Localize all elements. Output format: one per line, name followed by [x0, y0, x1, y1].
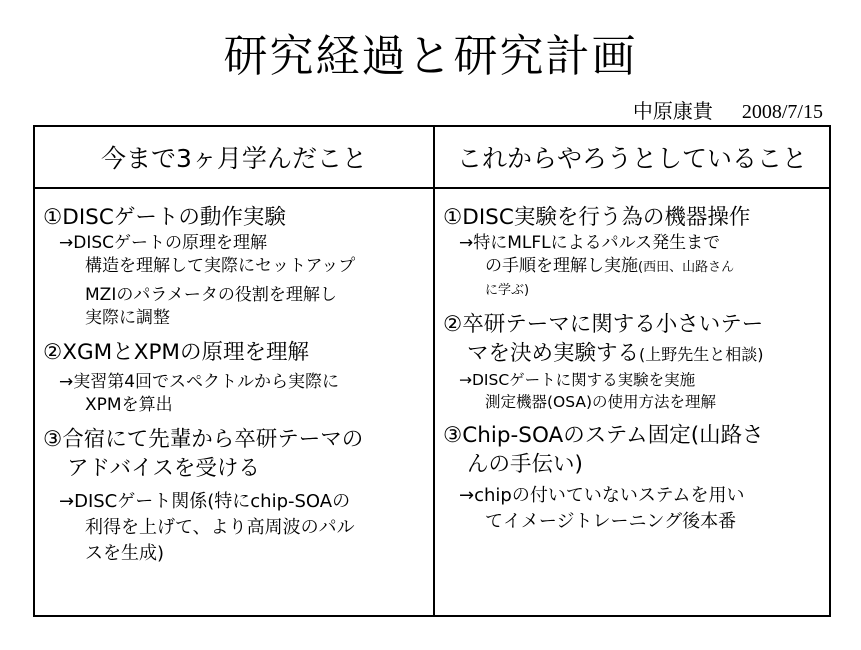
heading-line: アドバイスを受ける: [67, 456, 260, 481]
section-heading: [443, 310, 827, 369]
right-section-3: [443, 421, 827, 535]
section-body: [443, 369, 827, 413]
body-note: に学ぶ): [485, 283, 530, 298]
body-line: スを生成): [85, 543, 165, 564]
heading-line: ③合宿にて先輩から卒研テーマの: [43, 427, 364, 452]
author-date: [633, 95, 823, 124]
slide-title: 研究経過と研究計画: [223, 31, 638, 82]
body-line: 実際に調整: [85, 308, 170, 328]
body-line: てイメージトレーニング後本番: [485, 511, 737, 532]
body-line: →DISCゲートに関する実験を実施: [459, 371, 696, 389]
body-line: →実習第4回でスペクトルから実際に: [59, 372, 340, 392]
left-section-1: [43, 203, 428, 330]
body-line: [459, 255, 827, 279]
right-column-header: これからやろうとしていること: [456, 144, 807, 173]
body-line: XPMを算出: [85, 395, 173, 415]
right-section-1: [443, 203, 827, 302]
section-heading: ②XGMとXPMの原理を理解: [43, 340, 309, 365]
column-divider: [433, 127, 435, 615]
body-line: →DISCゲートの原理を理解: [59, 233, 268, 253]
section-body: [43, 371, 428, 417]
body-line: 利得を上げて、より高周波のパル: [85, 517, 355, 538]
body-line: →特にMLFLによるパルス発生まで: [459, 233, 721, 253]
section-body: [43, 232, 428, 330]
section-heading: [443, 421, 827, 479]
section-heading: ①DISC実験を行う為の機器操作: [443, 205, 751, 230]
heading-note: (上野先生と相談): [639, 345, 764, 364]
author-name: 中原康貴: [632, 99, 713, 123]
body-line: →DISCゲート関係(特にchip-SOAの: [59, 491, 351, 512]
left-section-3: [43, 425, 428, 567]
body-text: の手順を理解し実施: [485, 256, 638, 276]
section-heading: ①DISCゲートの動作実験: [43, 205, 286, 230]
body-line: 構造を理解して実際にセットアップ: [85, 256, 356, 276]
heading-text: マを決め実験する: [467, 341, 640, 366]
body-line: →chipの付いていないステムを用い: [459, 485, 745, 506]
comparison-table: [33, 125, 831, 617]
heading-line: [443, 339, 827, 369]
section-heading: [43, 425, 428, 483]
date: 2008/7/15: [741, 101, 823, 123]
heading-line: んの手伝い): [467, 452, 583, 477]
body-line: 測定機器(OSA)の使用方法を理解: [485, 393, 717, 411]
left-column-header: 今まで3ヶ月学んだこと: [101, 144, 367, 173]
left-section-2: [43, 338, 428, 417]
header-divider: [35, 187, 829, 189]
right-column: [443, 203, 827, 543]
heading-line: ②卒研テーマに関する小さいテー: [443, 312, 764, 337]
body-line: MZIのパラメータの役割を理解し: [85, 285, 337, 305]
heading-line: ③Chip-SOAのステム固定(山路さ: [443, 423, 764, 448]
right-section-2: [443, 310, 827, 413]
left-column: [43, 203, 428, 575]
section-body: [43, 489, 428, 567]
section-body: [443, 232, 827, 302]
body-note: (西田、山路さん: [638, 260, 735, 275]
section-body: [443, 483, 827, 535]
